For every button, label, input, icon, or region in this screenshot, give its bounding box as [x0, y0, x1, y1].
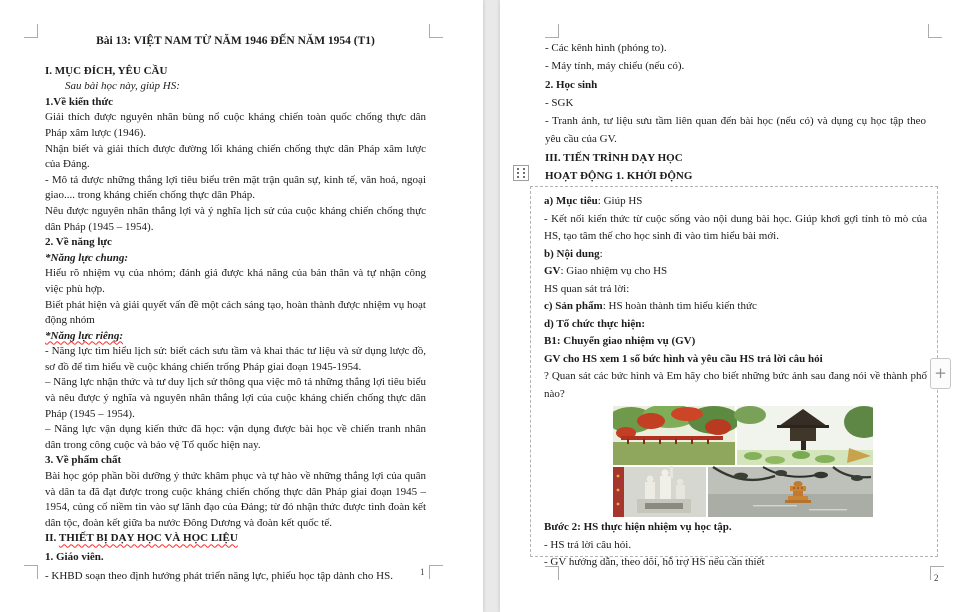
text-boundary-corner [429, 24, 443, 38]
box-line [544, 193, 927, 211]
heading-hoat-dong-1: HOẠT ĐỘNG 1. KHỞI ĐỘNG [545, 170, 693, 183]
paragraph: Nêu được nguyên nhân thắng lợi và ý nghĩa lịch sử của cuộc kháng chiến chống thực dân Pháp (1945 – 1954). [45, 204, 426, 233]
paragraph: - Máy tính, máy chiếu (nếu có). [545, 60, 685, 73]
page-2-text [545, 39, 926, 185]
paragraph: - GV hướng dẫn, theo dõi, hỗ trợ HS nếu cần thiết [544, 556, 765, 568]
heading-thiet-bi [45, 531, 426, 547]
label-to-chuc: d) Tổ chức thực hiện: [544, 317, 646, 330]
activity-table [530, 186, 938, 568]
paragraph: Biết phát hiện và giải quyết vấn đề một cách sáng tạo, hoàn thành được nhiệm vụ hoạt động nhóm [45, 298, 426, 327]
heading-thiet-bi-text: THIẾT BỊ DẠY HỌC VÀ HỌC LIỆU [58, 532, 238, 545]
page-number-1: 1 [420, 567, 425, 577]
photo-turtle-tower-reflection [708, 467, 873, 517]
label-gv: GV [544, 265, 561, 277]
heading-giao-vien: 1. Giáo viên. [45, 551, 104, 563]
page-2[interactable] [500, 0, 970, 612]
text: : Giúp HS [597, 195, 643, 207]
paragraph: - Các kênh hình (phóng to). [545, 42, 667, 54]
heading-thiet-bi-number: II. [45, 532, 59, 545]
box-line [544, 263, 927, 281]
table-move-handle-icon[interactable] [513, 165, 529, 181]
paragraph: - Kết nối kiến thức từ cuộc sống vào nội dung bài học. Giúp khơi gợi tính tò mò của HS, tạo tâm thế cho học sinh đi vào tìm hiểu bài mới. [544, 212, 927, 242]
page-1[interactable] [0, 0, 483, 612]
text-boundary-corner [24, 565, 38, 579]
heading-hoc-sinh: 2. Học sinh [545, 78, 598, 91]
text-boundary-corner [429, 565, 443, 579]
question-line: ? Quan sát các bức hình và Em hãy cho biết những bức ảnh sau đang nói về thành phố nào? [544, 370, 927, 400]
text: : HS hoàn thành tìm hiểu kiến thức [602, 300, 757, 312]
intro-line: Sau bài học này, giúp HS: [65, 80, 180, 93]
paragraph: - Mô tả được những thắng lợi tiêu biểu trên mặt trận quân sự, kinh tế, văn hoá, ngoại giao.... trong kháng chiến chống thực dân Pháp. [45, 173, 426, 202]
paragraph: - SGK [545, 96, 574, 109]
heading-muc-dich: I. MỤC ĐÍCH, YÊU CẦU [45, 64, 168, 77]
paragraph: HS quan sát trả lời: [544, 282, 630, 295]
text: : Giao nhiệm vụ cho HS [560, 265, 668, 277]
heading-kien-thuc: 1.Về kiến thức [45, 95, 114, 108]
page-number-2: 2 [934, 573, 939, 583]
document-title: Bài 13: VIỆT NAM TỪ NĂM 1946 ĐẾN NĂM 1954 (T1) [96, 35, 375, 47]
heading-nang-luc: 2. Về năng lực [45, 236, 112, 249]
text-boundary-corner [545, 566, 559, 580]
text: : [599, 247, 603, 260]
text-boundary-corner [928, 24, 942, 38]
paragraph: Hiểu rõ nhiệm vụ của nhóm; đánh giá được khả năng của bản thân và tự nhận công việc phù hợp. [45, 267, 426, 295]
page-1-text [45, 34, 426, 584]
paragraph: Bài học góp phần bồi dưỡng ý thức khâm phục và tự hào về những thắng lợi của quân và dân ta đã đạt được trong cuộc kháng chiến chống thực dân Pháp giai đoạn 1945 – 1954, củng cố niềm tin vào sự lãnh đạo của Đảng; từ đó nhận thức được tình đoàn kết dân tộc, đoàn kết giữa ba nước Đông Dương và đoàn kết quốc tế. [45, 470, 426, 529]
photo-statue-monument [613, 466, 706, 517]
box-line [544, 298, 927, 316]
paragraph: – Năng lực nhận thức và tư duy lịch sử thông qua việc mô tả những thắng lợi tiêu biểu và nêu được ý nghĩa và nguyên nhân thắng lợi của cuộc kháng chiến chống thực dân Pháp (1945 – 1954). [45, 376, 426, 420]
label-buoc-2: Bước 2: HS thực hiện nhiệm vụ học tập. [544, 521, 732, 533]
paragraph: - KHBD soạn theo định hướng phát triển năng lực, phiếu học tập dành cho HS. [45, 569, 393, 582]
text-boundary-corner [545, 24, 559, 38]
label-gv-xem: GV cho HS xem 1 số bức hình và yêu cầu HS trả lời câu hỏi [544, 352, 823, 365]
paragraph: – Năng lực vận dụng kiến thức đã học: vận dụng được bài học về chiến tranh nhân dân trong công cuộc và bảo vệ Tổ quốc hiện nay. [45, 423, 426, 451]
paragraph: - Năng lực tìm hiểu lịch sử: biết cách sưu tầm và khai thác tư liệu và sử dụng lược đồ, sơ đồ để tìm hiểu về cuộc kháng chiến trống Pháp giai đoạn 1945-1954. [45, 345, 426, 373]
paragraph: Nhận biết và giải thích được đường lối kháng chiến chống thực dân Pháp xâm lược của Đảng. [45, 142, 426, 171]
hanoi-landmarks-image[interactable] [613, 406, 873, 517]
label-san-pham: c) Sản phẩm [544, 300, 603, 312]
label-noi-dung: b) Nội dung [544, 247, 600, 260]
box-line [544, 246, 927, 264]
heading-pham-chat: 3. Về phẩm chất [45, 454, 122, 467]
label-muc-tieu: a) Mục tiêu [544, 195, 598, 207]
heading-tien-trinh: III. TIẾN TRÌNH DẠY HỌC [545, 151, 683, 164]
photo-thehuc-bridge [613, 406, 740, 465]
heading-nang-luc-rieng: *Năng lực riêng: [45, 329, 124, 342]
paragraph: Giải thích được nguyên nhân bùng nổ cuộc kháng chiến toàn quốc chống thực dân Pháp xâm lược (1946). [45, 111, 426, 139]
heading-nang-luc-chung: *Năng lực chung: [45, 251, 128, 264]
insert-plus-button[interactable]: + [930, 358, 951, 389]
label-b1: B1: Chuyển giao nhiệm vụ (GV) [544, 335, 696, 347]
paragraph: - HS trả lời câu hỏi. [544, 538, 632, 551]
paragraph: - Tranh ảnh, tư liệu sưu tầm liên quan đến bài học (nếu có) và dụng cụ học tập theo yêu cầu của GV. [545, 115, 926, 146]
text-boundary-corner [24, 24, 38, 38]
photo-one-pillar-pagoda [734, 406, 873, 465]
